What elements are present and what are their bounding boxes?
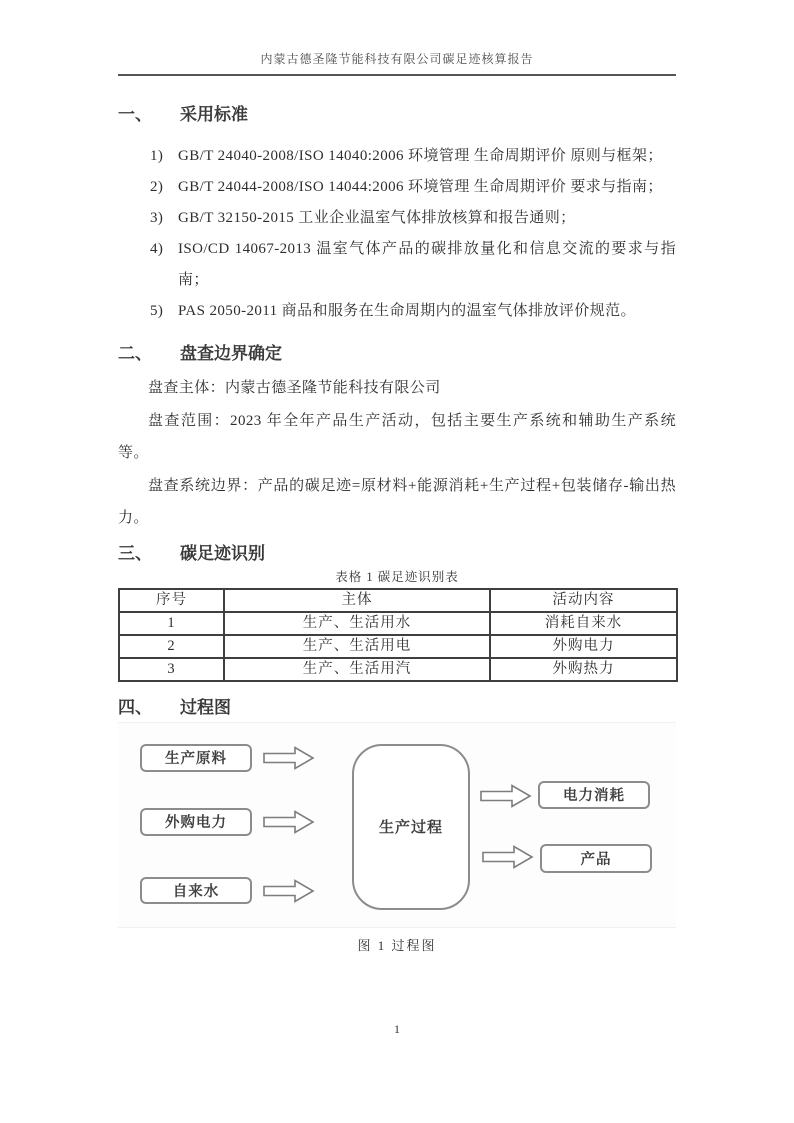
list-item-number: 4) xyxy=(150,241,164,257)
boundary-paragraphs xyxy=(118,372,676,535)
table-caption: 表格 1 碳足迹识别表 xyxy=(335,569,459,584)
list-item-text: PAS 2050-2011 商品和服务在生命周期内的温室气体排放评价规范。 xyxy=(178,303,636,319)
process-flowchart xyxy=(118,722,676,928)
flowchart-input-purchased-electricity: 外购电力 xyxy=(140,808,252,836)
section-heading-identification xyxy=(118,539,676,564)
flowchart-input-raw-materials: 生产原料 xyxy=(140,744,252,772)
list-item-text: GB/T 32150-2015 工业企业温室气体排放核算和报告通则； xyxy=(178,210,576,226)
list-item-text: GB/T 24040-2008/ISO 14040:2006 环境管理 生命周期评价 原则与框架； xyxy=(178,148,663,164)
section-title: 采用标准 xyxy=(180,105,248,124)
section-title: 碳足迹识别 xyxy=(180,543,265,563)
flowchart-output-product: 产品 xyxy=(540,844,652,873)
footprint-identification-table xyxy=(118,588,678,682)
cell-activity: 外购电力 xyxy=(490,635,677,658)
section-heading-process-diagram xyxy=(118,693,676,718)
cell-index: 1 xyxy=(119,612,224,635)
flow-arrow-icon xyxy=(263,746,315,770)
section-number: 二、 xyxy=(118,344,152,363)
page-number: 1 xyxy=(394,1022,400,1036)
paragraph-system-boundary: 盘查系统边界：产品的碳足迹=原材料+能源消耗+生产过程+包装储存-输出热力。 xyxy=(118,477,676,526)
cell-activity: 消耗自来水 xyxy=(490,612,677,635)
cell-index: 3 xyxy=(119,658,224,681)
list-item xyxy=(118,203,676,234)
cell-subject: 生产、生活用汽 xyxy=(224,658,490,681)
list-item-number: 3) xyxy=(150,210,164,226)
list-item xyxy=(118,172,676,203)
section-title: 过程图 xyxy=(180,697,231,717)
list-item-number: 5) xyxy=(150,303,164,319)
column-header-activity: 活动内容 xyxy=(490,589,677,612)
list-item-number: 2) xyxy=(150,179,164,195)
flowchart-input-tap-water: 自来水 xyxy=(140,877,252,904)
paragraph-scope: 盘查范围：2023 年全年产品生产活动，包括主要生产系统和辅助生产系统等。 xyxy=(118,412,676,461)
cell-index: 2 xyxy=(119,635,224,658)
section-heading-boundary xyxy=(118,339,676,364)
flow-arrow-icon xyxy=(482,845,534,869)
column-header-subject: 主体 xyxy=(224,589,490,612)
table-row xyxy=(119,612,677,635)
section-number: 三、 xyxy=(118,543,152,563)
cell-subject: 生产、生活用电 xyxy=(224,635,490,658)
table-row xyxy=(119,635,677,658)
flow-arrow-icon xyxy=(263,879,315,903)
flow-arrow-icon xyxy=(480,784,532,808)
flowchart-output-electricity-consumption: 电力消耗 xyxy=(538,781,650,809)
section-heading-standards xyxy=(118,100,676,125)
standards-list xyxy=(118,141,676,327)
page-header-title: 内蒙古德圣隆节能科技有限公司碳足迹核算报告 xyxy=(118,50,676,76)
document-content xyxy=(118,100,676,954)
list-item xyxy=(118,296,676,327)
table-header-row xyxy=(119,589,677,612)
section-title: 盘查边界确定 xyxy=(180,344,282,363)
list-item xyxy=(118,234,676,296)
cell-subject: 生产、生活用水 xyxy=(224,612,490,635)
section-number: 一、 xyxy=(118,105,152,124)
paragraph-subject: 盘查主体：内蒙古德圣隆节能科技有限公司 xyxy=(148,380,441,396)
figure-caption: 图 1 过程图 xyxy=(357,937,437,953)
flowchart-process-node: 生产过程 xyxy=(352,744,470,910)
cell-activity: 外购热力 xyxy=(490,658,677,681)
list-item-text: GB/T 24044-2008/ISO 14044:2006 环境管理 生命周期评价 要求与指南； xyxy=(178,179,663,195)
list-item-text: ISO/CD 14067-2013 温室气体产品的碳排放量化和信息交流的要求与指南； xyxy=(178,241,676,288)
list-item xyxy=(118,141,676,172)
column-header-index: 序号 xyxy=(119,589,224,612)
section-number: 四、 xyxy=(118,697,152,717)
list-item-number: 1) xyxy=(150,148,164,164)
table-row xyxy=(119,658,677,681)
flow-arrow-icon xyxy=(263,810,315,834)
